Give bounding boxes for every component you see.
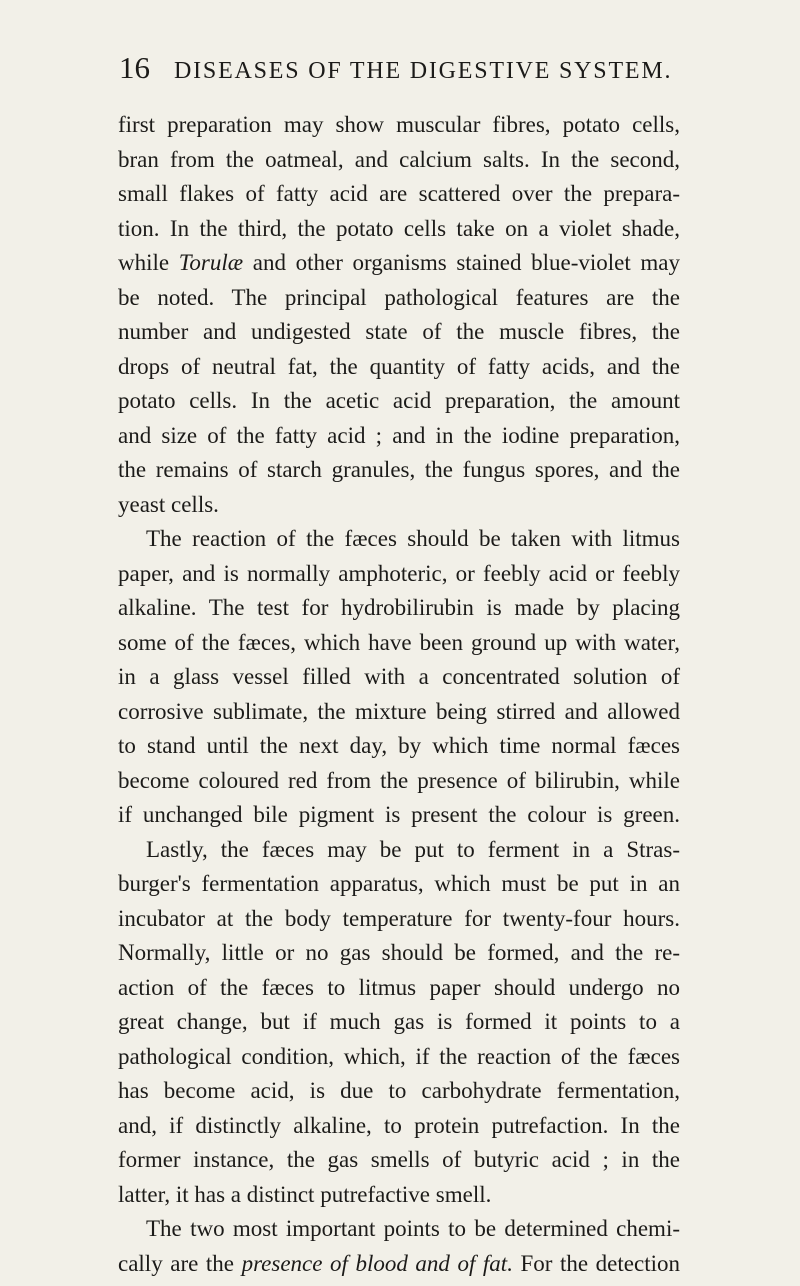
text-line: yeast cells. [118,491,219,517]
text-line: latter, it has a distinct putrefactive smell. [118,1181,492,1207]
body-text [118,108,680,1281]
text-line: and, if distinctly alkaline, to protein putrefaction. In the [118,1112,680,1138]
text-line: tion. In the third, the potato cells take on a violet shade, [118,215,680,241]
text-line: pathological condition, which, if the reaction of the fæces [118,1043,680,1069]
text-line: The two most important points to be determined chemi- [146,1216,680,1241]
text-line: great change, but if much gas is formed it points to a [118,1009,680,1034]
text-line: The reaction of the fæces should be taken with litmus [146,526,680,551]
text-line: corrosive sublimate, the mixture being stirred and allowed [118,698,680,724]
running-title: DISEASES OF THE DIGESTIVE SYSTEM. [174,58,673,84]
italic-term: Torulæ [178,250,244,275]
text-line: while Torulæ and other organisms stained blue-violet may [118,250,680,275]
text-line: to stand until the next day, by which time normal fæces [118,733,680,758]
text-line: action of the fæces to litmus paper should undergo no [118,974,680,1000]
text-line: become coloured red from the presence of bilirubin, while [118,767,680,793]
page-number: 16 [119,50,150,85]
text-line: and size of the fatty acid ; and in the iodine preparation, [118,422,680,448]
text-line: be noted. The principal pathological features are the [118,284,680,310]
text-line: bran from the oatmeal, and calcium salts. In the second, [118,146,680,172]
text-line: potato cells. In the acetic acid preparation, the amount [118,388,680,413]
italic-emphasis: presence of blood and of fat. [241,1250,513,1276]
text-line: burger's fermentation apparatus, which must be put in an [118,871,680,896]
text-line: small flakes of fatty acid are scattered over the prepara- [118,181,680,206]
text-line: the remains of starch granules, the fungus spores, and the [118,457,680,482]
text-line: cally are the presence of blood and of fat. For the detection [118,1250,680,1276]
text-line: incubator at the body temperature for twenty-four hours. [118,905,680,931]
text-line: paper, and is normally amphoteric, or feebly acid or feebly [118,560,680,586]
running-head [119,50,679,90]
text-line: in a glass vessel filled with a concentrated solution of [118,664,680,689]
text-line: Lastly, the fæces may be put to ferment in a Stras- [146,836,680,862]
text-line: Normally, little or no gas should be formed, and the re- [118,940,680,965]
text-line: has become acid, is due to carbohydrate fermentation, [118,1078,680,1103]
text-line: some of the fæces, which have been ground up with water, [118,629,680,655]
text-line: drops of neutral fat, the quantity of fatty acids, and the [118,353,680,379]
text-line: first preparation may show muscular fibres, potato cells, [118,112,680,137]
text-line: number and undigested state of the muscle fibres, the [118,319,680,344]
text-line: former instance, the gas smells of butyric acid ; in the [118,1147,680,1172]
text-line: if unchanged bile pigment is present the colour is green. [118,802,680,827]
text-line: alkaline. The test for hydrobilirubin is made by placing [118,595,680,620]
